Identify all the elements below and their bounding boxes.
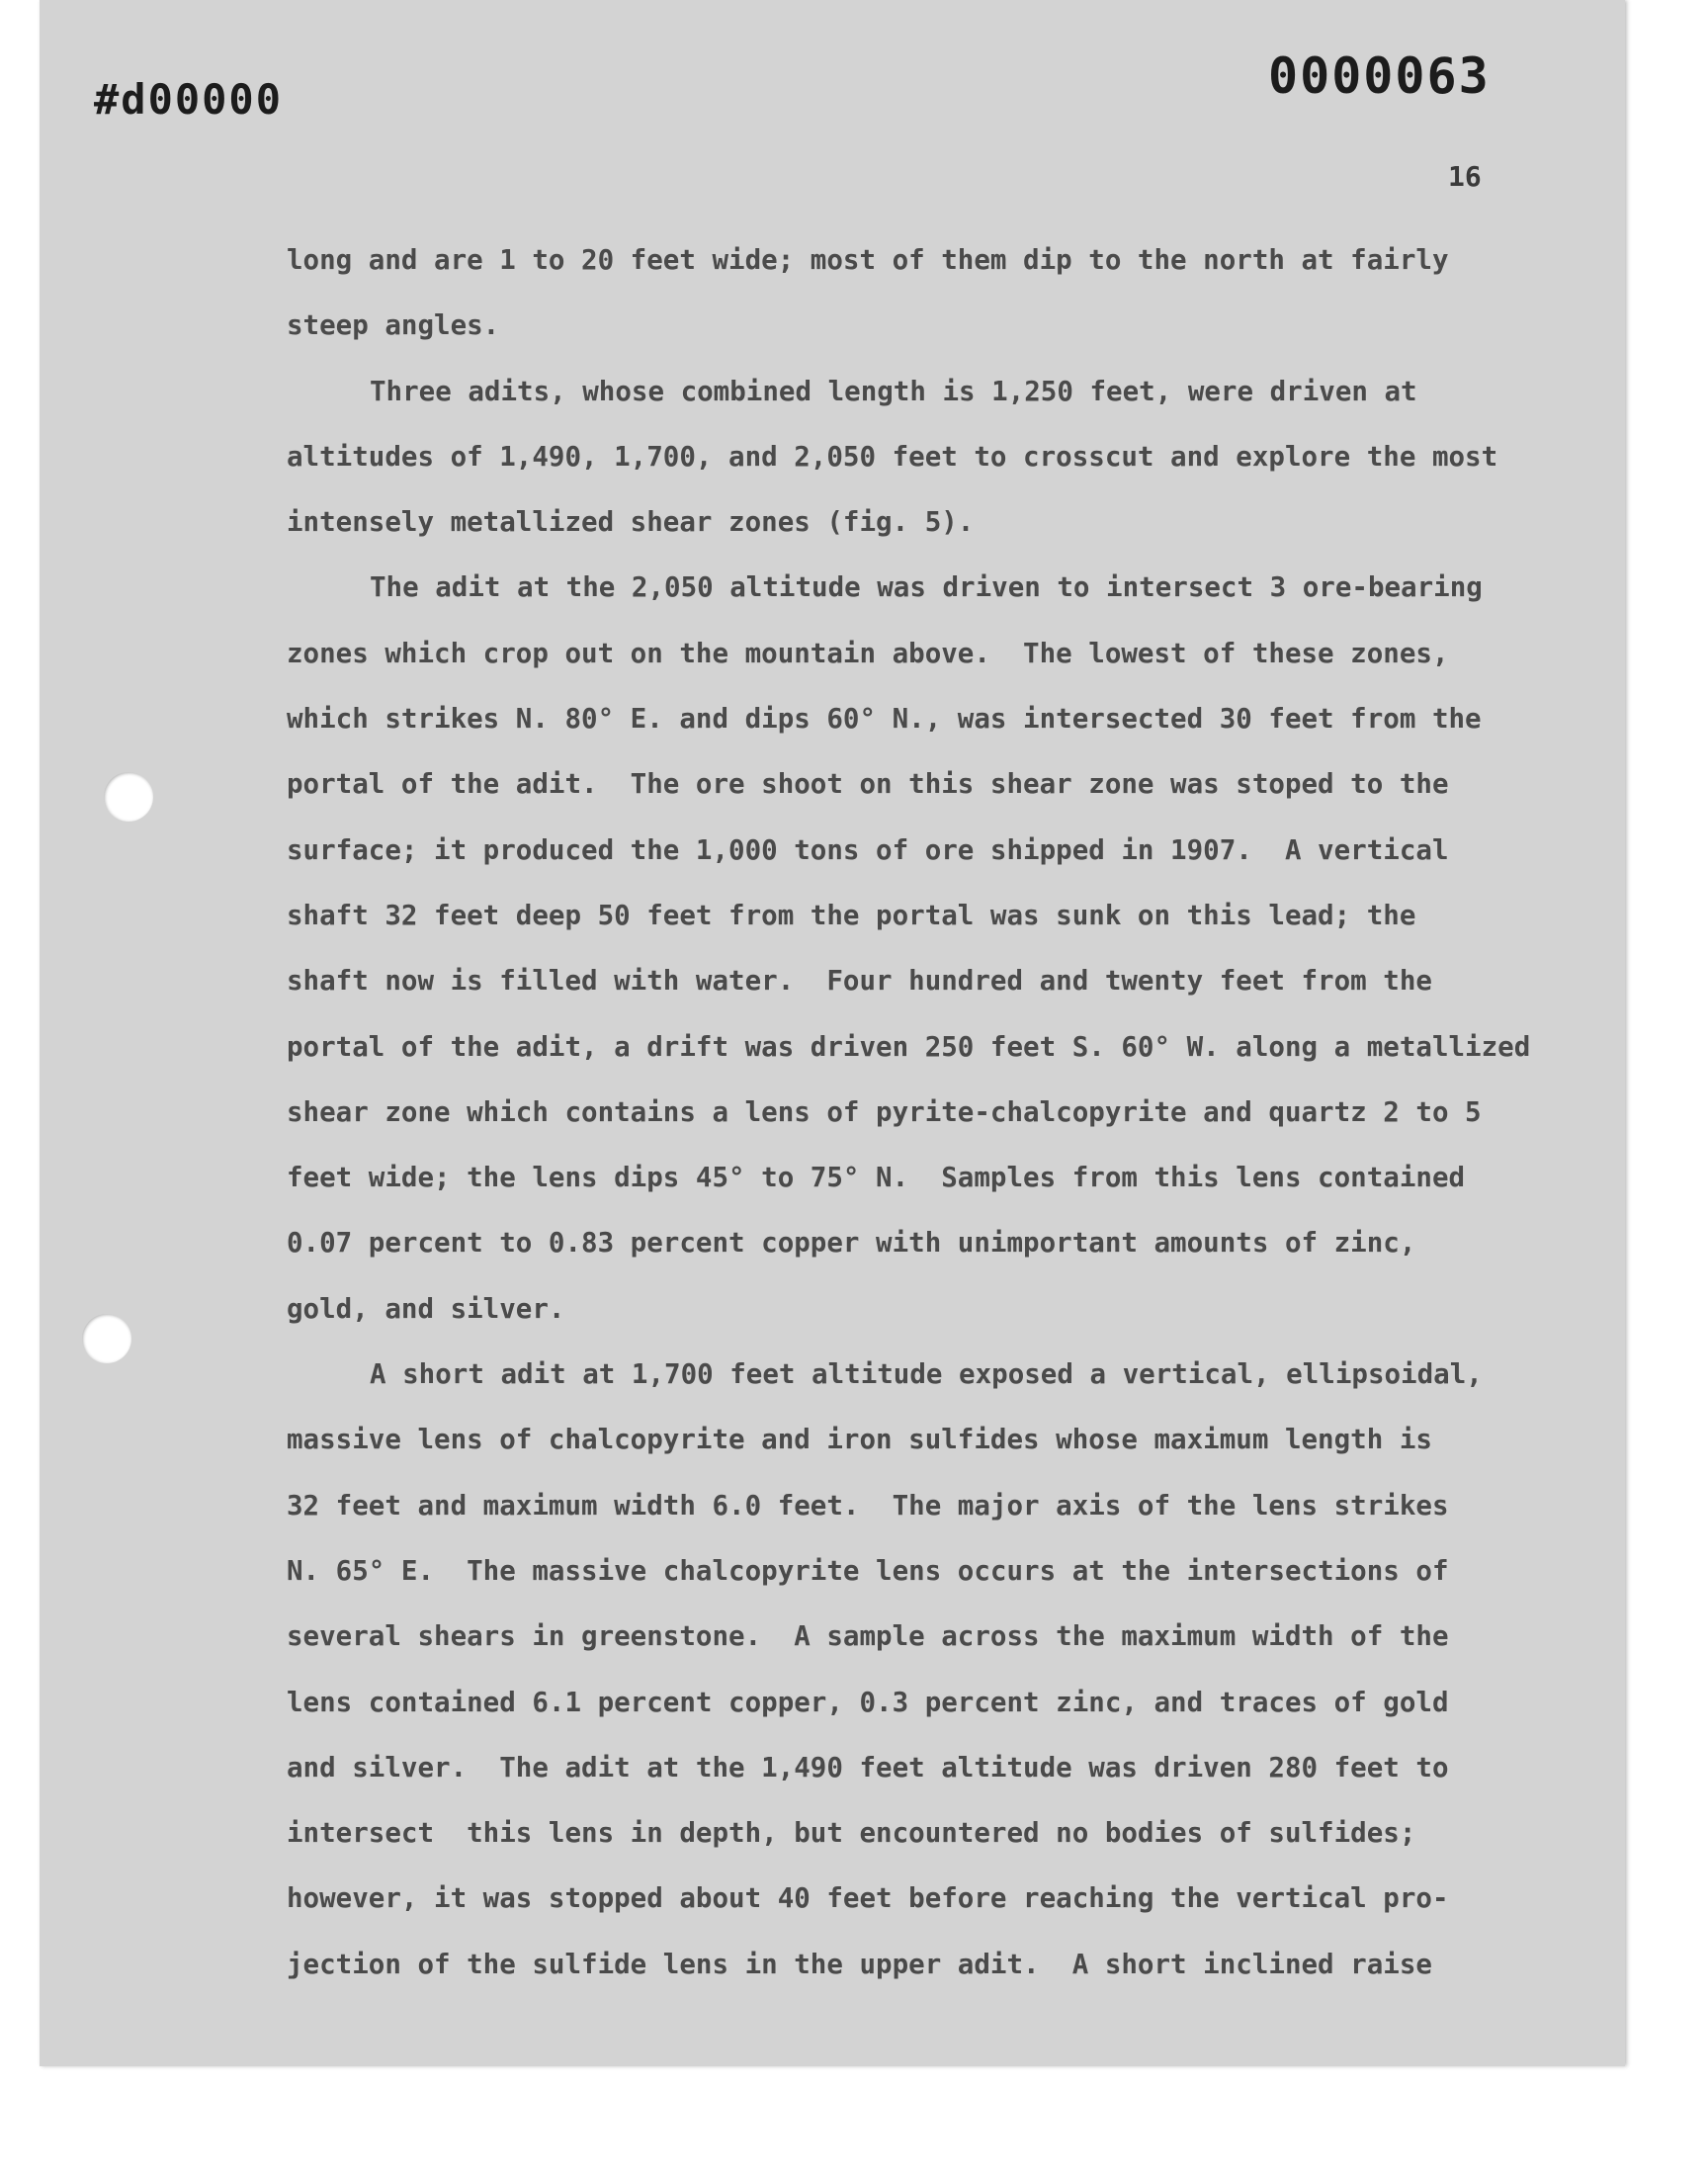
text-line: several shears in greenstone. A sample across the maximum width of the [287, 1620, 1449, 1653]
punch-hole-lower [82, 1314, 131, 1363]
text-line: shaft 32 feet deep 50 feet from the portal was sunk on this lead; the [287, 899, 1416, 931]
text-line: portal of the adit, a drift was driven 250 feet S. 60° W. along a metallized [287, 1030, 1531, 1063]
text-line: Three adits, whose combined length is 1,250 feet, were driven at [370, 375, 1417, 407]
punch-hole-upper [104, 772, 153, 822]
text-line: zones which crop out on the mountain above. The lowest of these zones, [287, 637, 1449, 669]
text-line: A short adit at 1,700 feet altitude exposed a vertical, ellipsoidal, [370, 1358, 1483, 1391]
text-line: which strikes N. 80° E. and dips 60° N., was intersected 30 feet from the [287, 703, 1482, 736]
text-line: jection of the sulfide lens in the upper adit. A short inclined raise [287, 1948, 1432, 1980]
text-line: and silver. The adit at the 1,490 feet altitude was driven 280 feet to [287, 1751, 1449, 1784]
text-line: long and are 1 to 20 feet wide; most of them dip to the north at fairly [287, 244, 1449, 276]
text-line: gold, and silver. [287, 1292, 565, 1325]
text-line: intersect this lens in depth, but encountered no bodies of sulfides; [287, 1817, 1416, 1850]
text-line: steep angles. [287, 309, 500, 342]
page-sequence-stamp: 0000063 [1268, 47, 1491, 105]
text-line: portal of the adit. The ore shoot on this shear zone was stoped to the [287, 768, 1449, 801]
text-line: N. 65° E. The massive chalcopyrite lens occurs at the intersections of [287, 1554, 1449, 1587]
text-line: intensely metallized shear zones (fig. 5). [287, 506, 975, 539]
text-line: surface; it produced the 1,000 tons of ore shipped in 1907. A vertical [287, 833, 1449, 866]
page-number: 16 [1448, 160, 1482, 193]
body-text [287, 227, 1552, 1997]
text-line: however, it was stopped about 40 feet before reaching the vertical pro- [287, 1882, 1449, 1915]
text-line: lens contained 6.1 percent copper, 0.3 percent zinc, and traces of gold [287, 1686, 1449, 1718]
text-line: shaft now is filled with water. Four hundred and twenty feet from the [287, 965, 1432, 998]
text-line: feet wide; the lens dips 45° to 75° N. Samples from this lens contained [287, 1162, 1466, 1194]
text-line: 32 feet and maximum width 6.0 feet. The major axis of the lens strikes [287, 1489, 1449, 1522]
text-line: altitudes of 1,490, 1,700, and 2,050 feet to crosscut and explore the most [287, 440, 1498, 473]
text-line: The adit at the 2,050 altitude was driven to intersect 3 ore-bearing [370, 571, 1483, 604]
text-line: 0.07 percent to 0.83 percent copper with unimportant amounts of zinc, [287, 1227, 1416, 1260]
text-line: shear zone which contains a lens of pyrite-chalcopyrite and quartz 2 to 5 [287, 1095, 1482, 1128]
text-line: massive lens of chalcopyrite and iron sulfides whose maximum length is [287, 1424, 1432, 1456]
document-id-stamp: #d00000 [94, 75, 284, 124]
